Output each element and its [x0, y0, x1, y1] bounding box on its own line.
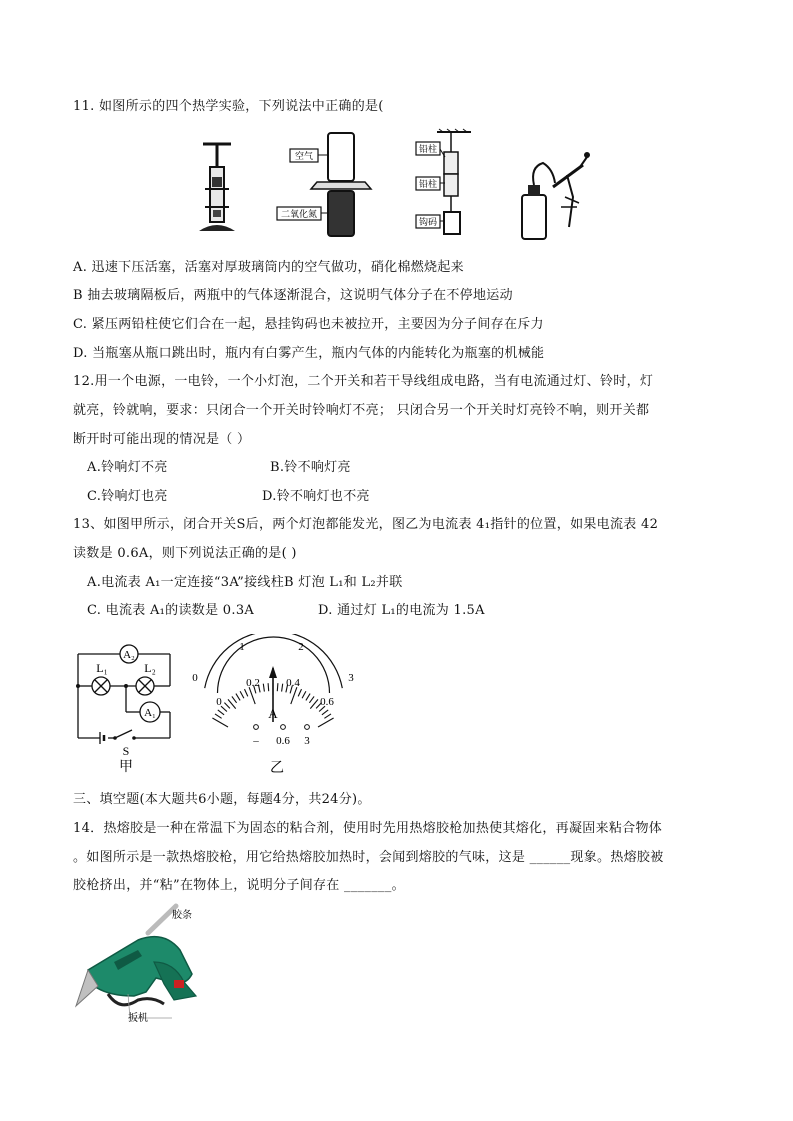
terminal-negative: –: [253, 735, 259, 747]
upper-tick-0: 0: [192, 672, 198, 684]
terminal-3: 3: [304, 735, 310, 747]
upper-tick-2: 2: [298, 641, 304, 653]
q11-figures: [195, 127, 615, 245]
q11-option-b: B 抽去玻璃隔板后，两瓶中的气体逐渐混合，这说明气体分子在不停地运动: [73, 288, 513, 303]
circuit-diagram: [70, 634, 180, 774]
q13-line-2: 读数是 0.6A，则下列说法正确的是( ): [73, 546, 297, 561]
circuit-caption: 甲: [119, 760, 133, 774]
scale-tick: [224, 703, 230, 709]
upper-tick-3: 3: [348, 672, 354, 684]
scale-tick: [302, 691, 306, 698]
q12-line-1: 12.用一个电源，一电铃，一个小灯泡，二个开关和若干导线组成电路，当有电流通过灯、铃时，灯: [73, 374, 654, 389]
q14-line-1: 14．热熔胶是一种在常温下为固态的粘合剂，使用时先用热熔胶枪加热使其熔化，再凝固来粘合物体: [73, 821, 663, 836]
weight-label: 钩码: [418, 218, 438, 228]
scale-tick: [268, 683, 269, 691]
scale-tick: [309, 696, 314, 702]
lead-label-1: 铅柱: [418, 145, 438, 155]
q13-line-1: 13、如图甲所示，闭合开关S后，两个灯泡都能发光，图乙为电流表 4₁指针的位置，如果电流表 42: [73, 517, 659, 532]
scale-tick: [277, 683, 278, 691]
q11-option-a: A. 迅速下压活塞，活塞对厚玻璃筒内的空气做功，硝化棉燃烧起来: [73, 260, 464, 275]
scale-tick: [322, 710, 328, 715]
bottle-pump-figure: [522, 152, 590, 239]
q12-option-d: D.铃不响灯也不亮: [262, 489, 370, 504]
q14-line-2: 。如图所示是一款热熔胶枪，用它给热熔胶加热时，会闻到熔胶的气味，这是 ______现象。热熔胶被: [73, 850, 664, 865]
q12-option-b: B.铃不响灯亮: [270, 460, 351, 475]
ammeter-a2-label: A₂: [123, 649, 135, 661]
lower-tick-0-2: 0.2: [246, 677, 260, 689]
ammeter-a1-label: A₁: [144, 707, 156, 719]
scale-tick: [240, 691, 244, 698]
lower-tick-0-4: 0.4: [286, 677, 300, 689]
lamp-l1-label: L₁: [96, 661, 108, 675]
meter-unit: A: [268, 706, 278, 721]
q11-option-d: D. 当瓶塞从瓶口跳出时，瓶内有白雾产生，瓶内气体的内能转化为瓶塞的机械能: [73, 346, 545, 361]
fire-syringe-figure: [199, 144, 235, 231]
meter-caption: 乙: [270, 761, 284, 776]
q13-option-a: A.电流表 A₁一定连接“3A”接线柱B 灯泡 L₁和 L₂并联: [87, 575, 403, 590]
diffusion-bottles-figure: [277, 133, 371, 236]
scale-tick: [218, 710, 224, 715]
scale-tick: [318, 718, 334, 727]
scale-tick: [236, 694, 240, 701]
switch-label: S: [122, 744, 130, 758]
q14-line-3: 胶枪挤出，并“粘”在物体上，说明分子间存在 _______。: [73, 878, 405, 893]
lower-tick-0-6: 0.6: [320, 696, 334, 708]
glue-gun-figure: [68, 900, 208, 1025]
upper-tick-1: 1: [239, 641, 245, 653]
q11-stem: 11. 如图所示的四个热学实验，下列说法中正确的是(: [73, 99, 384, 114]
lead-cylinders-figure: [416, 129, 471, 234]
scale-tick: [298, 689, 301, 696]
scale-tick: [215, 714, 222, 718]
lower-tick-0: 0: [216, 696, 222, 708]
ammeter-dial: [185, 634, 365, 780]
q11-option-c: C. 紧压两铅柱使它们合在一起，悬挂钩码也未被拉开，主要因为分子间存在斥力: [73, 317, 544, 332]
scale-tick: [232, 696, 237, 702]
no2-label: 二氧化氮: [280, 210, 318, 220]
q13-option-d: D. 通过灯 L₁的电流为 1.5A: [318, 603, 485, 618]
scale-tick: [282, 684, 283, 692]
scale-tick: [263, 684, 264, 692]
section-3-heading: 三、填空题(本大题共6小题，每题4分，共24分)。: [73, 792, 371, 807]
glue-stick-label: 胶条: [172, 910, 192, 921]
q12-option-a: A.铃响灯不亮: [87, 460, 168, 475]
lead-label-2: 铅柱: [418, 180, 438, 190]
lamp-l2-label: L₂: [144, 661, 156, 675]
scale-tick: [212, 718, 228, 727]
scale-tick: [221, 706, 227, 711]
air-label: 空气: [294, 152, 314, 162]
trigger-label: 扳机: [128, 1013, 148, 1024]
q12-line-2: 就亮，铃就响，要求：只闭合一个开关时铃响灯不亮； 只闭合另一个开关时灯亮铃不响，则开关都: [73, 403, 650, 418]
q12-option-c: C.铃响灯也亮: [87, 489, 168, 504]
scale-tick: [324, 714, 331, 718]
terminal-0-6: 0.6: [276, 735, 290, 747]
q12-line-3: 断开时可能出现的情况是（ ）: [73, 432, 251, 447]
scale-tick: [306, 694, 310, 701]
q13-option-c: C. 电流表 A₁的读数是 0.3A: [87, 603, 255, 618]
scale-tick: [245, 689, 248, 696]
